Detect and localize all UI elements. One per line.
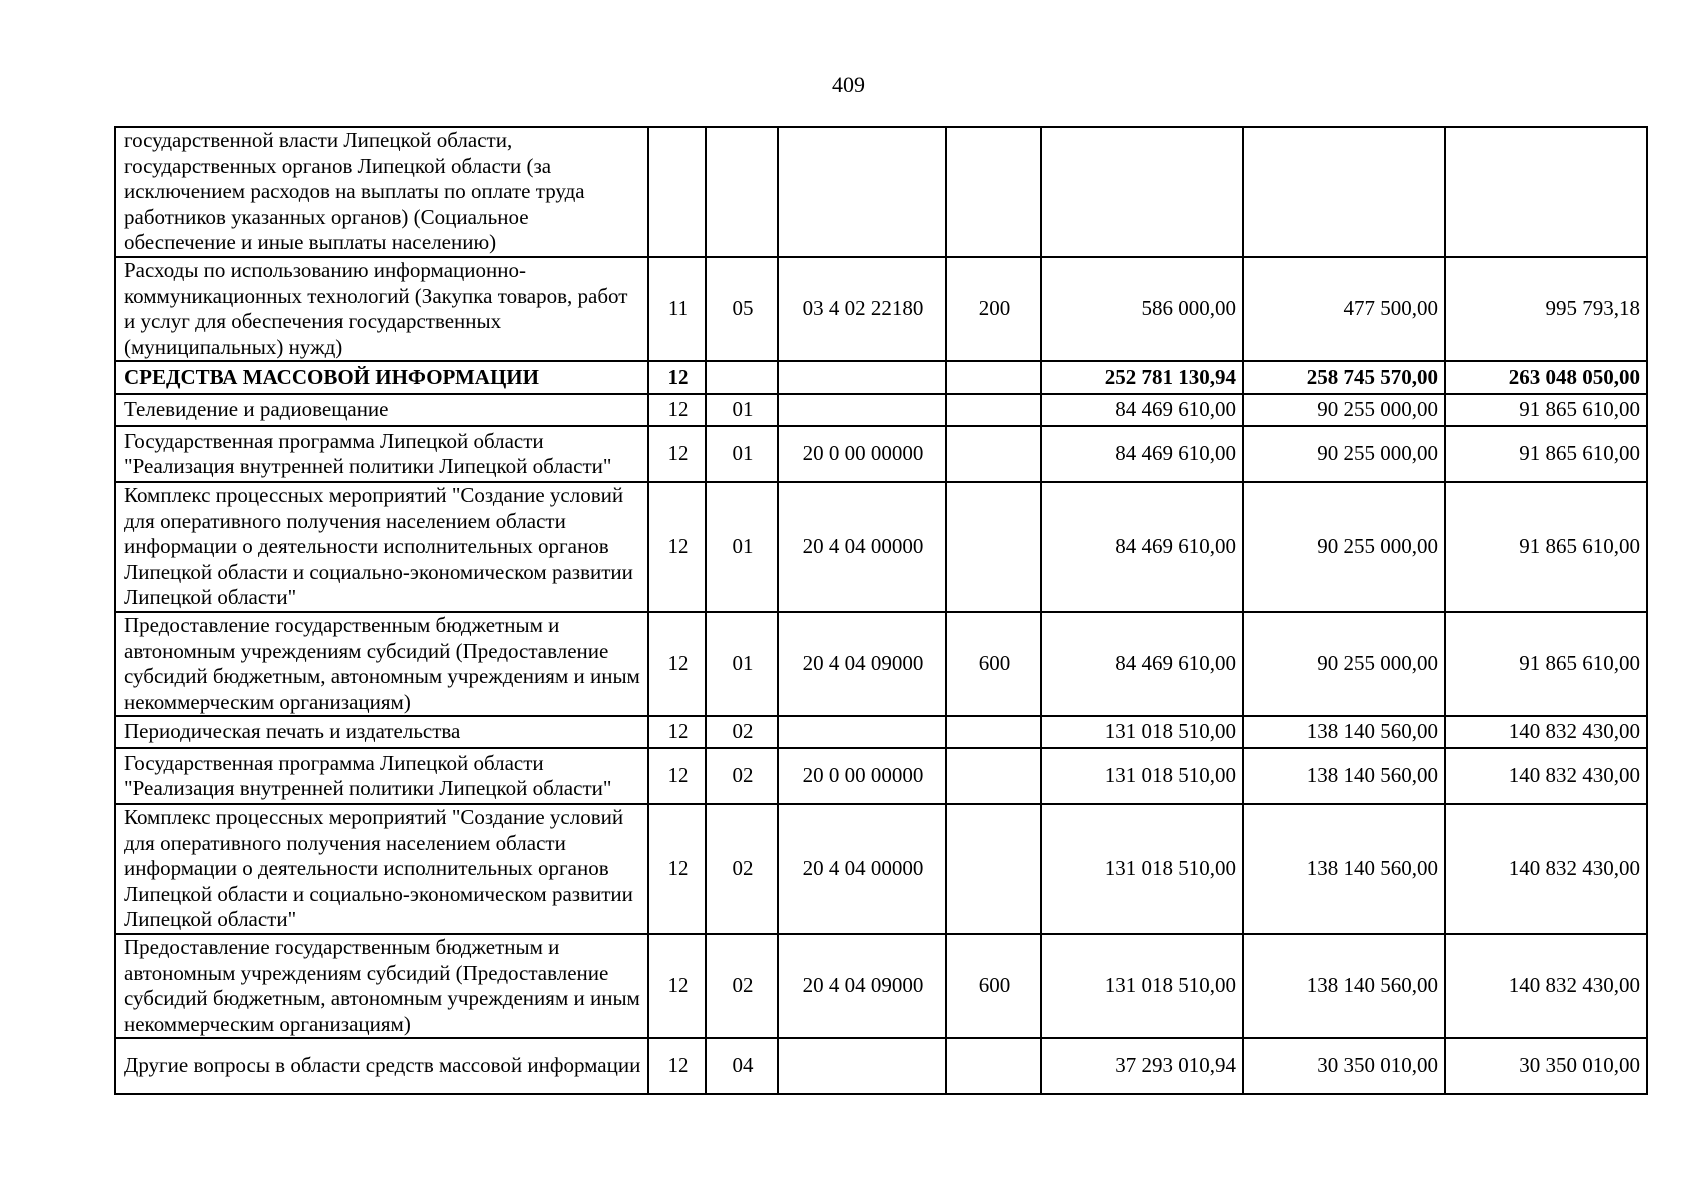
row-sum-3: 995 793,18: [1445, 257, 1647, 361]
row-section: 12: [648, 748, 706, 804]
row-expense-type: [946, 1038, 1041, 1094]
row-sum-3: 140 832 430,00: [1445, 716, 1647, 748]
row-name: Периодическая печать и издательства: [115, 716, 648, 748]
row-expense-type: [946, 804, 1041, 934]
row-sum-2: 138 140 560,00: [1243, 748, 1445, 804]
row-sum-2: 138 140 560,00: [1243, 804, 1445, 934]
table-row: [115, 716, 1647, 748]
row-subsection: 04: [706, 1038, 778, 1094]
row-target: [778, 394, 946, 426]
row-section: 12: [648, 804, 706, 934]
row-sum-2: 477 500,00: [1243, 257, 1445, 361]
row-name: Другие вопросы в области средств массовой информации: [115, 1038, 648, 1094]
row-name: Комплекс процессных мероприятий "Создание условий для оперативного получения населением области информации о деятельности исполнительных органов Липецкой области и социально-экономическом развитии Липецкой области": [115, 804, 648, 934]
table-row: [115, 804, 1647, 934]
row-subsection: 01: [706, 394, 778, 426]
row-sum-3: 140 832 430,00: [1445, 748, 1647, 804]
row-name: Государственная программа Липецкой области "Реализация внутренней политики Липецкой области": [115, 426, 648, 482]
row-section: 12: [648, 361, 706, 394]
row-target: 20 4 04 09000: [778, 612, 946, 716]
row-sum-1: 84 469 610,00: [1041, 612, 1243, 716]
row-expense-type: [946, 394, 1041, 426]
row-sum-2: 90 255 000,00: [1243, 482, 1445, 612]
row-target: 20 0 00 00000: [778, 748, 946, 804]
row-target: 03 4 02 22180: [778, 257, 946, 361]
row-expense-type: [946, 361, 1041, 394]
row-name: Предоставление государственным бюджетным и автономным учреждениям субсидий (Предоставление субсидий бюджетным, автономным учреждениям и иным некоммерческим организациям): [115, 612, 648, 716]
row-section: 12: [648, 612, 706, 716]
row-sum-3: 91 865 610,00: [1445, 482, 1647, 612]
row-target: 20 0 00 00000: [778, 426, 946, 482]
row-sum-3: 30 350 010,00: [1445, 1038, 1647, 1094]
row-sum-1: 131 018 510,00: [1041, 748, 1243, 804]
row-subsection: 02: [706, 748, 778, 804]
row-section: 12: [648, 1038, 706, 1094]
row-sum-3: [1445, 127, 1647, 257]
row-sum-2: 90 255 000,00: [1243, 394, 1445, 426]
row-sum-2: 138 140 560,00: [1243, 934, 1445, 1038]
row-sum-2: 90 255 000,00: [1243, 612, 1445, 716]
row-expense-type: 200: [946, 257, 1041, 361]
row-target: 20 4 04 00000: [778, 804, 946, 934]
row-section: 12: [648, 426, 706, 482]
table-row: [115, 127, 1647, 257]
row-target: 20 4 04 09000: [778, 934, 946, 1038]
row-target: [778, 1038, 946, 1094]
table-row: [115, 612, 1647, 716]
row-sum-3: 91 865 610,00: [1445, 394, 1647, 426]
row-name: Предоставление государственным бюджетным и автономным учреждениям субсидий (Предоставление субсидий бюджетным, автономным учреждениям и иным некоммерческим организациям): [115, 934, 648, 1038]
row-section: 12: [648, 394, 706, 426]
row-expense-type: 600: [946, 612, 1041, 716]
row-expense-type: [946, 748, 1041, 804]
budget-table: [114, 126, 1648, 1095]
row-expense-type: [946, 426, 1041, 482]
row-sum-2: 30 350 010,00: [1243, 1038, 1445, 1094]
row-sum-1: 252 781 130,94: [1041, 361, 1243, 394]
row-expense-type: [946, 482, 1041, 612]
row-sum-1: 84 469 610,00: [1041, 482, 1243, 612]
row-name: государственной власти Липецкой области, государственных органов Липецкой области (за исключением расходов на выплаты по оплате труда работников указанных органов) (Социальное обеспечение и иные выплаты населению): [115, 127, 648, 257]
row-target: [778, 361, 946, 394]
row-section: 11: [648, 257, 706, 361]
row-sum-3: 263 048 050,00: [1445, 361, 1647, 394]
row-subsection: 05: [706, 257, 778, 361]
row-name: Телевидение и радиовещание: [115, 394, 648, 426]
row-sum-1: [1041, 127, 1243, 257]
table-row: [115, 394, 1647, 426]
row-section: 12: [648, 934, 706, 1038]
row-expense-type: [946, 716, 1041, 748]
row-sum-1: 131 018 510,00: [1041, 804, 1243, 934]
row-sum-3: 91 865 610,00: [1445, 612, 1647, 716]
row-subsection: 02: [706, 934, 778, 1038]
row-target: [778, 716, 946, 748]
row-sum-2: 138 140 560,00: [1243, 716, 1445, 748]
table-row: [115, 482, 1647, 612]
row-section: [648, 127, 706, 257]
row-sum-1: 84 469 610,00: [1041, 426, 1243, 482]
row-expense-type: [946, 127, 1041, 257]
row-subsection: 01: [706, 426, 778, 482]
row-name: Комплекс процессных мероприятий "Создание условий для оперативного получения населением области информации о деятельности исполнительных органов Липецкой области и социально-экономическом развитии Липецкой области": [115, 482, 648, 612]
row-sum-1: 131 018 510,00: [1041, 934, 1243, 1038]
table-row: [115, 1038, 1647, 1094]
table-row: [115, 748, 1647, 804]
row-sum-2: 258 745 570,00: [1243, 361, 1445, 394]
row-subsection: [706, 127, 778, 257]
row-target: 20 4 04 00000: [778, 482, 946, 612]
table-row: [115, 934, 1647, 1038]
row-sum-2: [1243, 127, 1445, 257]
row-subsection: 02: [706, 804, 778, 934]
row-section: 12: [648, 716, 706, 748]
row-sum-1: 586 000,00: [1041, 257, 1243, 361]
row-name: Расходы по использованию информационно-коммуникационных технологий (Закупка товаров, работ и услуг для обеспечения государственных (муниципальных) нужд): [115, 257, 648, 361]
row-sum-2: 90 255 000,00: [1243, 426, 1445, 482]
row-target: [778, 127, 946, 257]
row-sum-3: 140 832 430,00: [1445, 934, 1647, 1038]
row-subsection: 02: [706, 716, 778, 748]
row-subsection: 01: [706, 612, 778, 716]
row-sum-1: 84 469 610,00: [1041, 394, 1243, 426]
row-sum-3: 140 832 430,00: [1445, 804, 1647, 934]
row-section: 12: [648, 482, 706, 612]
row-name: СРЕДСТВА МАССОВОЙ ИНФОРМАЦИИ: [115, 361, 648, 394]
row-sum-1: 131 018 510,00: [1041, 716, 1243, 748]
table-row: [115, 257, 1647, 361]
row-sum-3: 91 865 610,00: [1445, 426, 1647, 482]
row-subsection: 01: [706, 482, 778, 612]
row-name: Государственная программа Липецкой области "Реализация внутренней политики Липецкой области": [115, 748, 648, 804]
row-sum-1: 37 293 010,94: [1041, 1038, 1243, 1094]
page-number: 409: [832, 72, 865, 97]
row-subsection: [706, 361, 778, 394]
table-row: [115, 426, 1647, 482]
table-row: [115, 361, 1647, 394]
row-expense-type: 600: [946, 934, 1041, 1038]
